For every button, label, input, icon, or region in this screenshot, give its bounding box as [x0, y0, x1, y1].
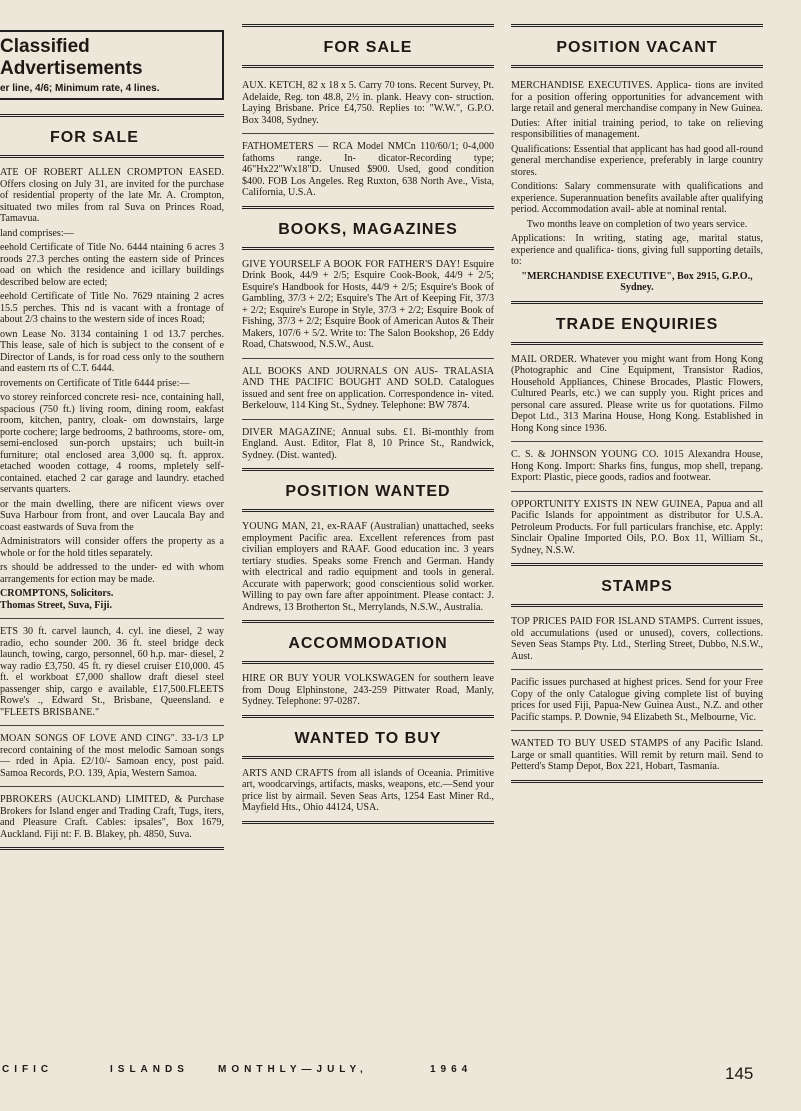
- ad-fathometers: FATHOMETERS — RCA Model NMCn 110/60/1; 0-4,000 fathoms range. In- dicator-Recording type; 46"Hx22"Wx18"D. Unused $900. Used, good condition $400. FOB Los Angeles. Reg Ruxton, 638 North Ave., Vista, California, U.S.A.: [242, 141, 494, 198]
- ad-journals: ALL BOOKS AND JOURNALS ON AUS- TRALASIA AND THE PACIFIC BOUGHT AND SOLD. Catalogues issued and sent free on application. Correspondence in- vited. Berkelouw, 114 King St., Sydney. Telephone: BW 7874.: [242, 365, 494, 411]
- ad-opportunity: OPPORTUNITY EXISTS IN NEW GUINEA, Papua and all Pacific Islands for appointment as distributor for U.S.A. Petroleum Products. For full particulars franchise, etc. Apply: Sinclair Opaline Imported Oils, P.O. Box 11, William St., Sydney, N.S.W.: [511, 498, 763, 556]
- ad-songs: MOAN SONGS OF LOVE AND CING". 33-1/3 LP record containing of the most melodic Samoan songs— rded in Apia. £2/10/- Samoan ency, post paid. Samoa Records, P.O. 139, Apia, Western Samoa.: [0, 733, 224, 779]
- ad-young-man: YOUNG MAN, 21, ex-RAAF (Australian) unattached, seeks employment Pacific area. Excellent references from past civilian employers and RAAF. Good education inc. 3 years tertiary studies. Speaks some French and German. Handy with electrical and radio equipment and tools in general. Accurate with paperwork; good conscientious solid worker. Willing to pay own fare after appointment. Please contact: J. Andrews, 13 Brotherton St., Merrylands, N.S.W., Australia.: [242, 521, 494, 613]
- column-3: [511, 0, 763, 1111]
- footer-word: MONTHLY—JULY,: [218, 1064, 368, 1075]
- ad-boats: ETS 30 ft. carvel launch, 4. cyl. ine diesel, 2 way radio, echo sounder 200. 36 ft. steel bridge deck launch, towing, cargo, personnel, 60 h.p. mar- diesel, 2 way radio £3,750. 45 ft. ry diesel cruiser £10,000. 45 ft. el workboat £7,000 shallow draft diesel steel passenger ship, cargo e available, £17,500.FLEETS Rowe's ., Edward St., Brisbane, Queensland. e "FLEETS BRISBANE.": [0, 626, 224, 718]
- ad-ketch: AUX. KETCH, 82 x 18 x 5. Carry 70 tons. Recent Survey, Pt. Adelaide, Reg. ton 48.8, 2½ in. plank. Heavy con- struction. Laying Brisbane. Price £4,750. Replies to: "W.W.", G.P.O. Box 3408, Sydney.: [242, 80, 494, 126]
- section-heading: WANTED TO BUY: [294, 729, 442, 747]
- rate-line: er line, 4/6; Minimum rate, 4 lines.: [0, 83, 160, 94]
- ad-mail-order: MAIL ORDER. Whatever you might want from Hong Kong (Photographic and Cine Equipment, Transistor Radios, Household Appliances, Chinese Brocades, Plastic Flowers, Cultured Pearls, etc.) we can supply you. Right prices and personal care assured. Please write us for quotations. Filmo Depot Ltd., 313 Marina House, Hong Kong. Established in Hong Kong since 1936.: [511, 353, 763, 434]
- ad-hire: HIRE OR BUY YOUR VOLKSWAGEN for southern leave from Doug Elphinstone, 243-259 Pittwater Road, Manly, Sydney. Telephone: 97-0287.: [242, 673, 494, 707]
- ad-merchandise: MERCHANDISE EXECUTIVES. Applica- tions are invited for a position offering opportunities for advancement with large retail and general merchandise company in New Guinea. Duties: After initial training period, to take on relieving responsibilities of management. Qualifications: Essential that applicant has had good all-round general merchandise experience, preferably in large country stores. Conditions: Salary commensurate with qualifications and experience. Superannuation benefits available after qualifying period. Accommodation avail- able at nominal rental. Two months leave on completion of two years service. Applications: In writing, stating age, marital status, experience and qualifica- tions, giving full supporting details, to: "MERCHANDISE EXECUTIVE", Box 2915, G.P.O., Sydney.: [511, 80, 763, 293]
- section-heading: FOR SALE: [50, 129, 139, 146]
- ad-brokers: PBROKERS (AUCKLAND) LIMITED, & Purchase Brokers for Island enger and Trading Craft, Tugs, iters, and Pleasure Craft. Cables: ipsales", Box 1679, Auckland. Fiji nt: F. B. Blakey, ph. 4850, Suva.: [0, 794, 224, 840]
- section-heading: BOOKS, MAGAZINES: [278, 220, 458, 238]
- footer-word: 1964: [430, 1064, 473, 1075]
- section-heading: ACCOMMODATION: [288, 635, 448, 652]
- ad-wanted-stamps: WANTED TO BUY USED STAMPS of any Pacific Island. Large or small quantities. Will remit by return mail. Send to Petterd's Stamp Depot, Box 221, Hobart, Tasmania.: [511, 738, 763, 772]
- footer-word: ISLANDS: [110, 1064, 189, 1075]
- section-heading: POSITION WANTED: [285, 483, 451, 500]
- page-footer: [0, 1058, 761, 1082]
- ad-estate: ATE OF ROBERT ALLEN CROMPTON EASED. Offers closing on July 31, are invited for the purchase of residential property of the late Mr. A. Crompton, situated two miles from ral Suva on Princes Road, Tamavua. land comprises:— eehold Certificate of Title No. 6444 ntaining 6 acres 3 roods 27.3 perches onting the eastern side of Princes oad on which the residence and icillary buildings described below are ected; eehold Certificate of Title No. 7629 ntaining 2 acres 15.5 perches. This nd is vacant with a frontage of about 2/3 chains to the western side of inces Road; own Lease No. 3134 containing 1 od 13.7 perches. This lease, sale of hich is subject to the consent of e Director of Lands, is for road cess only to the southern and eastern rts of C.T. 6444. rovements on Certificate of Title 6444 prise:— vo storey reinforced concrete resi- nce, containing hall, spacious (750 ft.) living room, dining room, eakfast room, kitchen, pantry, cloak- om downstairs, large porte cochere; large bedrooms, 2 bathrooms, store- om, semi-enclosed sun-porch upstairs; uch built-in furniture; otal enclosed area 3,000 sq. ft. approx. etached wooden cottage, 4 rooms, mpletely self-contained. etached 2 car garage and laundry. etached servants quarters. or the main dwelling, there are nificent views over Suva Harbour from front, and over Laucala Bay and coast eastwards of Suva from the Administrators will consider offers the property as a whole or for the hold titles separately. rs should be addressed to the under- ed with whom arrangements for ection may be made. CROMPTONS, Solicitors. Thomas Street, Suva, Fiji.: [0, 167, 224, 611]
- section-heading: POSITION VACANT: [556, 39, 718, 56]
- section-heading: STAMPS: [601, 578, 673, 595]
- ad-pacific-issues: Pacific issues purchased at highest prices. Send for your Free Copy of the only Catalogue giving complete list of buying prices for used Fiji, Papua-New Guinea Aust., N.Z. and other Pacific stamps. P. Downie, 94 Elizabeth St., Melbourne, Vic.: [511, 677, 763, 723]
- ad-arts: ARTS AND CRAFTS from all islands of Oceania. Primitive art, woodcarvings, artifacts, masks, weapons, etc.—Send your price list by airmail. Seven Seas Arts, 1254 East Miner Rd., Mayfield Hts., Ohio 44124, USA.: [242, 767, 494, 813]
- footer-word: CIFIC: [2, 1064, 54, 1075]
- section-heading: FOR SALE: [323, 39, 413, 56]
- ad-diver: DIVER MAGAZINE; Annual subs. £1. Bi-monthly from England. Aust. Editor, Flat 8, 10 Prince St., Randwick, Sydney. (Dist. wanted).: [242, 426, 494, 461]
- page-number: 145: [725, 1064, 754, 1083]
- page-title: Classified Advertisements: [0, 36, 143, 79]
- ad-johnson: C. S. & JOHNSON YOUNG CO. 1015 Alexandra House, Hong Kong. Import: Sharks fins, fungus, mop shell, trepang. Export: Plastic, piece goods, radios and footwear.: [511, 449, 763, 483]
- section-heading: TRADE ENQUIRIES: [555, 315, 719, 333]
- ad-top-prices: TOP PRICES PAID FOR ISLAND STAMPS. Current issues, old accumulations (used or unused), covers, collections. Seven Seas Stamps Pty. Ltd., Sterling Street, Dubbo, N.S.W., Aust.: [511, 616, 763, 662]
- ad-books: GIVE YOURSELF A BOOK FOR FATHER'S DAY! Esquire Drink Book, 44/9 + 2/5; Esquire Cook-Book, 44/9 + 2/5; Esquire's Handbook for Hosts, 44/9 + 2/5; Esquire's Book of Gambling, 37/3 + 2/2; Esquire's The Art of Keeping Fit, 37/3 + 2/2; Esquire's Europe in Style, 37/3 + 2/2; Esquire Book of Fishing, 37/3 + 2/2; Esquire Book of American Autos & Their Makers, 107/6 + 5/2. Write to: The Salon Bookshop, 26 Eddy Road, Chatswood, N.S.W., Aust.: [242, 258, 494, 350]
- column-2: [242, 0, 494, 1111]
- column-1: [0, 0, 224, 1111]
